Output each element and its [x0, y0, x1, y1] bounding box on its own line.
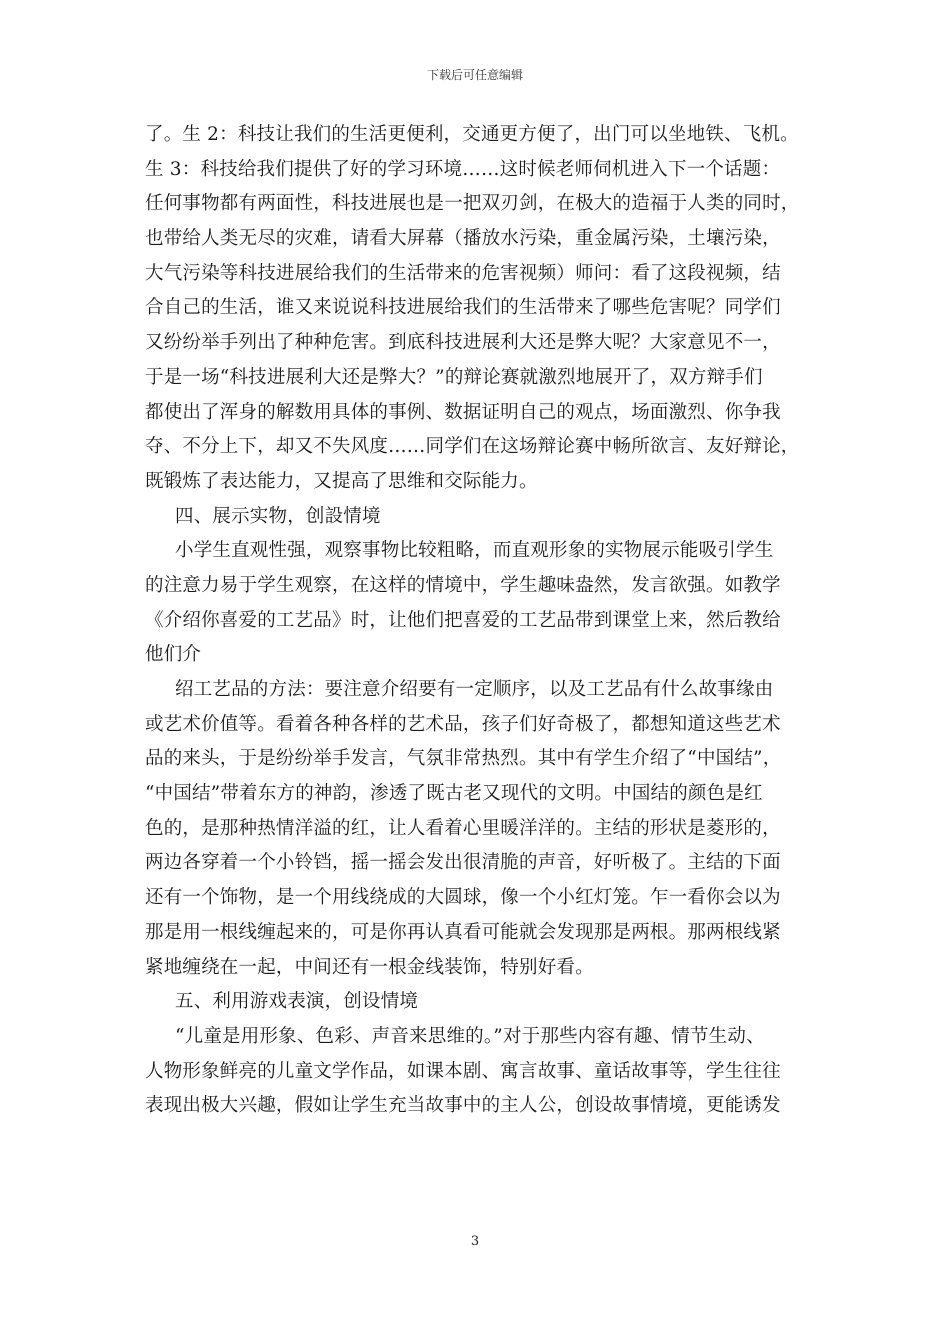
text-line: 小学生直观性强，观察事物比较粗略，而直观形象的实物展示能吸引学生	[175, 540, 774, 562]
page-number: 3	[470, 1234, 480, 1249]
text-line: 生 3：科技给我们提供了好的学习环境……这时候老师伺机进入下一个话题：	[145, 158, 781, 180]
text-line: 他们介	[145, 644, 202, 666]
text-line: 那是用一根线缠起来的，可是你再认真看可能就会发现那是两根。那两根线紧	[145, 921, 781, 943]
text-line: 表现出极大兴趣，假如让学生充当故事中的主人公，创设故事情境，更能诱发	[145, 1095, 781, 1117]
text-line: 了。生 2：科技让我们的生活更便利，交通更方便了，出门可以坐地铁、飞机。	[145, 124, 799, 145]
page-header: 下载后可任意编辑	[426, 68, 523, 82]
text-line: 的注意力易于学生观察，在这样的情境中，学生趣味盎然，发言欲强。如教学	[145, 574, 781, 596]
text-line: 都使出了浑身的解数用具体的事例、数据证明自己的观点，场面激烈、你争我	[145, 401, 781, 423]
section-heading: 五、利用游戏表演，创设情境	[175, 991, 419, 1013]
text-line: 品的来头，于是纷纷举手发言，气氛非常热烈。其中有学生介绍了“中国结”，	[145, 748, 782, 770]
text-line: 合自己的生活，谁又来说说科技进展给我们的生活带来了哪些危害呢？同学们	[145, 297, 781, 319]
text-line: 还有一个饰物，是一个用线绕成的大圆球，像一个小红灯笼。乍一看你会以为	[145, 887, 781, 909]
text-line: 色的，是那种热情洋溢的红，让人看着心里暖洋洋的。主结的形状是菱形的，	[145, 817, 781, 839]
text-line: 夺、不分上下，却又不失风度……同学们在这场辩论赛中畅所欲言、友好辩论，	[145, 436, 800, 458]
text-line: 两边各穿着一个小铃铛，摇一摇会发出很清脆的声音，好听极了。主结的下面	[145, 852, 781, 874]
text-line: 或艺术价值等。看着各种各样的艺术品，孩子们好奇极了，都想知道这些艺术	[145, 713, 781, 735]
section-heading: 四、展示实物，创設情境	[175, 505, 381, 527]
text-line: 任何事物都有两面性，科技进展也是一把双刃剑，在极大的造福于人类的同时，	[145, 193, 800, 215]
document-body	[145, 118, 807, 1124]
text-line: “中国结”带着东方的神韵，渗透了既古老又现代的文明。中国结的颜色是红	[145, 783, 763, 805]
text-line: 大气污染等科技进展给我们的生活带来的危害视频）师问：看了这段视频，结	[145, 262, 781, 284]
text-line: 既锻炼了表达能力，又提高了思维和交际能力。	[145, 470, 538, 492]
text-line: 紧地缠绕在一起，中间还有一根金线装饰，特别好看。	[145, 956, 594, 978]
text-line: 《介绍你喜爱的工艺品》时，让他们把喜爱的工艺品带到课堂上来，然后教给	[145, 609, 781, 631]
text-line: “儿童是用形象、色彩、声音来思维的。”对于那些内容有趣、情节生动、	[175, 1025, 765, 1047]
text-line: 又纷纷举手列出了种种危害。到底科技进展利大还是弊大呢？大家意见不一，	[145, 332, 781, 354]
text-line: 人物形象鲜亮的儿童文学作品，如课本剧、寓言故事、童话故事等，学生往往	[145, 1060, 781, 1082]
text-line: 绍工艺品的方法：要注意介绍要有一定顺序，以及工艺品有什么故事缘由	[175, 679, 774, 700]
text-line: 也带给人类无尽的灾难，请看大屏幕（播放水污染，重金属污染，土壤污染，	[145, 228, 781, 250]
text-line: 于是一场“科技进展利大还是弊大？”的辩论赛就激烈地展开了，双方辩手们	[145, 366, 763, 388]
